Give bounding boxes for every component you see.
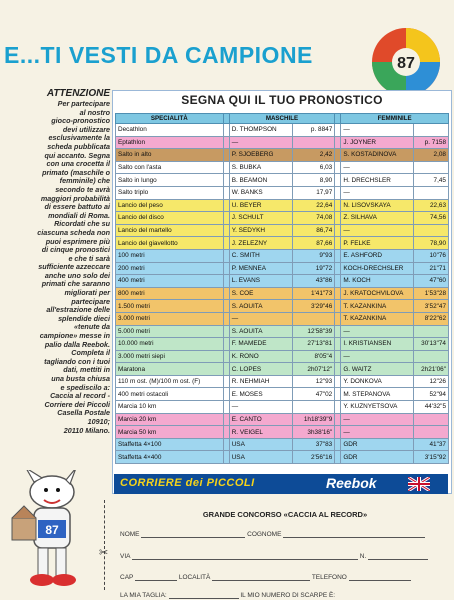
- table-row: [116, 186, 449, 199]
- table-row: [116, 300, 449, 313]
- attention-line: con una crocetta il: [46, 159, 110, 169]
- telefono-field[interactable]: [349, 573, 411, 581]
- form-row-size: [120, 591, 335, 599]
- female-holder-cell: T. KAZANKINA: [341, 300, 414, 313]
- attention-line: tagliando con i tuoi: [44, 356, 110, 366]
- scissors-icon: ✂: [99, 547, 109, 559]
- attention-line: una busta chiusa: [51, 374, 110, 383]
- female-record-cell: 12"26: [414, 375, 449, 388]
- male-holder-cell: B. BEAMON: [229, 174, 292, 187]
- pronostico-panel: [112, 90, 452, 494]
- specialty-cell[interactable]: 1.500 metri: [116, 300, 224, 313]
- attention-line: di essere battuto ai: [44, 202, 110, 212]
- male-holder-cell: USA: [229, 438, 292, 451]
- male-record-cell: 86,74: [292, 224, 335, 237]
- table-row: [116, 438, 449, 451]
- male-record-cell: 17,97: [292, 186, 335, 199]
- header-male: MASCHILE: [229, 114, 335, 124]
- label-cognome: COGNOME: [247, 531, 282, 538]
- label-localita: LOCALITÀ: [178, 574, 211, 581]
- male-holder-cell: R. NEHMIAH: [229, 375, 292, 388]
- male-record-cell: [292, 312, 335, 325]
- female-holder-cell: —: [341, 426, 414, 439]
- specialty-cell[interactable]: 3.000 metri: [116, 312, 224, 325]
- female-holder-cell: Z. SILHAVA: [341, 212, 414, 225]
- female-record-cell: 3'15"92: [414, 451, 449, 464]
- male-record-cell: 2,42: [292, 149, 335, 162]
- localita-field[interactable]: [212, 573, 310, 581]
- female-record-cell: 47"60: [414, 275, 449, 288]
- specialty-cell[interactable]: Marcia 10 km: [116, 401, 224, 414]
- label-cap: CAP: [120, 574, 134, 581]
- male-holder-cell: —: [229, 312, 292, 325]
- roma-87-logo-icon: [366, 22, 446, 100]
- attention-line: primati che saranno: [41, 279, 110, 289]
- male-record-cell: 8'05"4: [292, 350, 335, 363]
- label-taglia: LA MIA TAGLIA:: [120, 592, 167, 599]
- table-row: [116, 224, 449, 237]
- specialty-cell[interactable]: 10.000 metri: [116, 338, 224, 351]
- female-record-cell: 8'22"62: [414, 312, 449, 325]
- attention-line: partecipare: [71, 296, 110, 306]
- female-record-cell: [414, 186, 449, 199]
- male-holder-cell: C. SMITH: [229, 249, 292, 262]
- attention-line: esclusivamente la: [48, 133, 110, 143]
- specialty-cell[interactable]: Marcia 20 km: [116, 413, 224, 426]
- form-row-name: [120, 530, 425, 538]
- label-numero: N.: [359, 553, 367, 560]
- female-record-cell: [414, 350, 449, 363]
- contest-title: GRANDE CONCORSO «CACCIA AL RECORD»: [202, 510, 368, 519]
- table-row: [116, 212, 449, 225]
- female-record-cell: 2h21'06": [414, 363, 449, 376]
- table-row: [116, 136, 449, 149]
- specialty-cell[interactable]: 5.000 metri: [116, 325, 224, 338]
- attention-line: Corriere dei Piccoli: [44, 399, 110, 409]
- attention-line: ciascuna scheda non: [37, 227, 110, 237]
- table-row: [116, 262, 449, 275]
- attention-line: palio dalla Reebok.: [44, 339, 110, 349]
- attention-line: 20110 Milano.: [63, 425, 110, 435]
- female-holder-cell: P. FELKE: [341, 237, 414, 250]
- male-holder-cell: P. SJOEBERG: [229, 149, 292, 162]
- male-record-cell: 37"83: [292, 438, 335, 451]
- specialty-cell[interactable]: Salto in lungo: [116, 174, 224, 187]
- table-row: [116, 338, 449, 351]
- specialty-cell[interactable]: Salto con l'asta: [116, 161, 224, 174]
- table-row: [116, 275, 449, 288]
- form-row-address: [120, 552, 428, 560]
- specialty-cell[interactable]: Lancio del martello: [116, 224, 224, 237]
- female-record-cell: 78,90: [414, 237, 449, 250]
- male-record-cell: 19"72: [292, 262, 335, 275]
- attention-line: anche uno solo dei: [44, 270, 110, 280]
- table-row: [116, 174, 449, 187]
- male-holder-cell: R. VEIGEL: [229, 426, 292, 439]
- attention-line: splendide dieci: [58, 313, 110, 323]
- male-holder-cell: —: [229, 136, 292, 149]
- label-nome: NOME: [120, 531, 140, 538]
- table-row: [116, 363, 449, 376]
- female-record-cell: 44'32"5: [414, 401, 449, 414]
- specialty-cell[interactable]: 3.000 metri siepi: [116, 350, 224, 363]
- female-record-cell: [414, 224, 449, 237]
- female-record-cell: 3'52"47: [414, 300, 449, 313]
- male-record-cell: 1'41"73: [292, 287, 335, 300]
- female-holder-cell: M. STEPANOVA: [341, 388, 414, 401]
- attention-line: scheda pubblicata: [47, 141, 110, 151]
- ciao-mascot-icon: [4, 470, 100, 600]
- table-row: [116, 401, 449, 414]
- table-row: [116, 375, 449, 388]
- attention-line: mondiali di Roma.: [48, 210, 110, 220]
- female-record-cell: 7,45: [414, 174, 449, 187]
- male-holder-cell: —: [229, 401, 292, 414]
- male-record-cell: p. 8847: [292, 124, 335, 137]
- female-holder-cell: —: [341, 224, 414, 237]
- header-female: FEMMINILE: [341, 114, 449, 124]
- specialty-cell[interactable]: 400 metri: [116, 275, 224, 288]
- cut-line: [104, 500, 115, 590]
- numero-field[interactable]: [368, 552, 428, 560]
- table-row: [116, 426, 449, 439]
- specialty-cell[interactable]: Staffetta 4×100: [116, 438, 224, 451]
- table-row: [116, 413, 449, 426]
- male-holder-cell: W. BANKS: [229, 186, 292, 199]
- male-record-cell: 12"93: [292, 375, 335, 388]
- female-record-cell: 30'13"74: [414, 338, 449, 351]
- female-record-cell: [414, 325, 449, 338]
- male-record-cell: 2h07'12": [292, 363, 335, 376]
- attention-line: «tenute da: [74, 322, 110, 332]
- label-scarpe: IL MIO NUMERO DI SCARPE È:: [240, 592, 336, 599]
- uk-flag-icon: [408, 477, 430, 491]
- table-row: [116, 312, 449, 325]
- table-row: [116, 350, 449, 363]
- attention-text: [6, 100, 110, 435]
- female-holder-cell: GDR: [341, 438, 414, 451]
- records-table: [115, 113, 449, 464]
- corriere-piccoli-logo: CORRIERE dei PICCOLI: [120, 477, 255, 489]
- table-row: [116, 451, 449, 464]
- table-row: [116, 388, 449, 401]
- female-record-cell: 52"94: [414, 388, 449, 401]
- female-record-cell: [414, 426, 449, 439]
- male-holder-cell: F. MAMEDE: [229, 338, 292, 351]
- attention-line: Caccia al record -: [50, 391, 110, 401]
- attention-line: Ricordati che su: [54, 219, 110, 229]
- female-holder-cell: —: [341, 124, 414, 137]
- attention-line: devi utilizzare: [62, 124, 110, 134]
- specialty-cell[interactable]: Salto in alto: [116, 149, 224, 162]
- female-holder-cell: GDR: [341, 451, 414, 464]
- male-record-cell: 3h38'16": [292, 426, 335, 439]
- attention-line: sufficiente azzeccare: [38, 262, 110, 272]
- male-holder-cell: K. RONO: [229, 350, 292, 363]
- female-record-cell: 2,08: [414, 149, 449, 162]
- svg-text:87: 87: [45, 523, 59, 537]
- attention-line: di cinque pronostici: [41, 245, 110, 255]
- cognome-field[interactable]: [283, 530, 425, 538]
- specialty-cell[interactable]: Decathlon: [116, 124, 224, 137]
- specialty-cell[interactable]: 100 metri: [116, 249, 224, 262]
- male-record-cell: 47"02: [292, 388, 335, 401]
- female-record-cell: 1'53"28: [414, 287, 449, 300]
- taglia-field[interactable]: [169, 591, 239, 599]
- female-record-cell: [414, 124, 449, 137]
- female-holder-cell: G. WAITZ: [341, 363, 414, 376]
- male-holder-cell: C. LOPES: [229, 363, 292, 376]
- table-row: [116, 199, 449, 212]
- specialty-cell[interactable]: Maratona: [116, 363, 224, 376]
- male-record-cell: 8,90: [292, 174, 335, 187]
- female-holder-cell: —: [341, 350, 414, 363]
- table-row: [116, 149, 449, 162]
- female-holder-cell: —: [341, 161, 414, 174]
- female-record-cell: p. 7158: [414, 136, 449, 149]
- female-holder-cell: KOCH-DRECHSLER: [341, 262, 414, 275]
- female-holder-cell: H. DRECHSLER: [341, 174, 414, 187]
- male-record-cell: 12'58"39: [292, 325, 335, 338]
- specialty-cell[interactable]: Lancio del disco: [116, 212, 224, 225]
- form-row-city: [120, 573, 411, 581]
- logo-text: 87: [397, 55, 415, 72]
- female-holder-cell: Y. DONKOVA: [341, 375, 414, 388]
- male-record-cell: 2'56"16: [292, 451, 335, 464]
- attention-line: femminile) che: [59, 176, 110, 186]
- attention-line: puoi esprimere più: [45, 236, 110, 246]
- female-holder-cell: S. KOSTADINOVA: [341, 149, 414, 162]
- female-holder-cell: M. KOCH: [341, 275, 414, 288]
- specialty-cell[interactable]: 200 metri: [116, 262, 224, 275]
- label-telefono: TELEFONO: [311, 574, 347, 581]
- male-holder-cell: E. MOSES: [229, 388, 292, 401]
- cap-field[interactable]: [135, 573, 177, 581]
- male-holder-cell: S. AOUITA: [229, 325, 292, 338]
- headline: E...TI VESTI DA CAMPIONE: [4, 42, 313, 68]
- male-record-cell: 3'29"46: [292, 300, 335, 313]
- female-record-cell: 22,63: [414, 199, 449, 212]
- male-holder-cell: U. BEYER: [229, 199, 292, 212]
- label-via: VIA: [120, 553, 131, 560]
- specialty-cell[interactable]: Marcia 50 km: [116, 426, 224, 439]
- attention-line: qui accanto. Segna: [44, 150, 110, 160]
- table-row: [116, 287, 449, 300]
- female-holder-cell: T. KAZANKINA: [341, 312, 414, 325]
- female-record-cell: [414, 413, 449, 426]
- specialty-cell[interactable]: Lancio del peso: [116, 199, 224, 212]
- header-specialty: SPECIALITÀ: [116, 114, 224, 124]
- male-holder-cell: J. ZELEZNY: [229, 237, 292, 250]
- attention-line: al nostro: [79, 107, 110, 117]
- attention-line: migliorati per: [64, 288, 110, 298]
- nome-field[interactable]: [141, 530, 245, 538]
- female-holder-cell: —: [341, 413, 414, 426]
- table-row: [116, 237, 449, 250]
- attention-line: Completa il: [71, 348, 110, 358]
- male-record-cell: [292, 401, 335, 414]
- female-record-cell: [414, 161, 449, 174]
- attention-line: secondo te avrà: [55, 184, 110, 194]
- female-holder-cell: Y. KUZNYETSOVA: [341, 401, 414, 414]
- male-record-cell: [292, 136, 335, 149]
- male-record-cell: 87,66: [292, 237, 335, 250]
- specialty-cell[interactable]: Staffetta 4×400: [116, 451, 224, 464]
- attention-line: campione» messe in: [39, 331, 110, 341]
- attention-line: all'estrazione delle: [46, 305, 110, 315]
- male-holder-cell: P. MENNEA: [229, 262, 292, 275]
- attention-line: e che ti sarà: [68, 253, 110, 263]
- panel-title: SEGNA QUI IL TUO PRONOSTICO: [181, 93, 383, 107]
- sponsor-strip: [114, 474, 448, 494]
- attention-title: ATTENZIONE: [46, 88, 110, 99]
- attention-line: dati, mettiti in: [63, 365, 110, 375]
- male-holder-cell: E. CANTO: [229, 413, 292, 426]
- male-record-cell: 43"86: [292, 275, 335, 288]
- male-holder-cell: L. EVANS: [229, 275, 292, 288]
- male-record-cell: 22,64: [292, 199, 335, 212]
- male-record-cell: 1h18'39"9: [292, 413, 335, 426]
- male-record-cell: 27'13"81: [292, 338, 335, 351]
- attention-line: Per partecipare: [57, 99, 110, 108]
- specialty-cell[interactable]: 800 metri: [116, 287, 224, 300]
- male-holder-cell: S. BUBKA: [229, 161, 292, 174]
- male-holder-cell: J. SCHULT: [229, 212, 292, 225]
- table-row: [116, 124, 449, 137]
- attention-line: gioco-pronostico: [51, 116, 110, 126]
- male-record-cell: 6,03: [292, 161, 335, 174]
- male-holder-cell: S. COE: [229, 287, 292, 300]
- male-record-cell: 74,08: [292, 212, 335, 225]
- female-record-cell: 74,56: [414, 212, 449, 225]
- female-holder-cell: —: [341, 186, 414, 199]
- female-holder-cell: J. KRATOCHVILOVA: [341, 287, 414, 300]
- attention-line: e spediscilo a:: [60, 382, 110, 392]
- table-row: [116, 325, 449, 338]
- male-holder-cell: D. THOMPSON: [229, 124, 292, 137]
- attention-line: Casella Postale: [57, 408, 110, 418]
- male-record-cell: 9"93: [292, 249, 335, 262]
- male-holder-cell: USA: [229, 451, 292, 464]
- attention-line: maggiori probabilità: [40, 193, 110, 203]
- table-row: [116, 249, 449, 262]
- female-record-cell: 41"37: [414, 438, 449, 451]
- specialty-cell[interactable]: Salto triplo: [116, 186, 224, 199]
- female-holder-cell: E. ASHFORD: [341, 249, 414, 262]
- attention-line: 10910;: [87, 416, 110, 426]
- specialty-cell[interactable]: Eptathlon: [116, 136, 224, 149]
- attention-line: primato (maschile o: [42, 167, 110, 177]
- specialty-cell[interactable]: Lancio del giavellotto: [116, 237, 224, 250]
- male-holder-cell: S. AOUITA: [229, 300, 292, 313]
- specialty-cell[interactable]: 400 metri ostacoli: [116, 388, 224, 401]
- female-holder-cell: —: [341, 325, 414, 338]
- table-header-row: [116, 114, 449, 124]
- table-row: [116, 161, 449, 174]
- female-holder-cell: N. LISOVSKAYA: [341, 199, 414, 212]
- female-record-cell: 21"71: [414, 262, 449, 275]
- specialty-cell[interactable]: 110 m ost. (M)/100 m ost. (F): [116, 375, 224, 388]
- reebok-logo: Reebok: [326, 475, 377, 491]
- male-holder-cell: Y. SEDYKH: [229, 224, 292, 237]
- female-holder-cell: I. KRISTIANSEN: [341, 338, 414, 351]
- female-holder-cell: J. JOYNER: [341, 136, 414, 149]
- via-field[interactable]: [132, 552, 358, 560]
- female-record-cell: 10"76: [414, 249, 449, 262]
